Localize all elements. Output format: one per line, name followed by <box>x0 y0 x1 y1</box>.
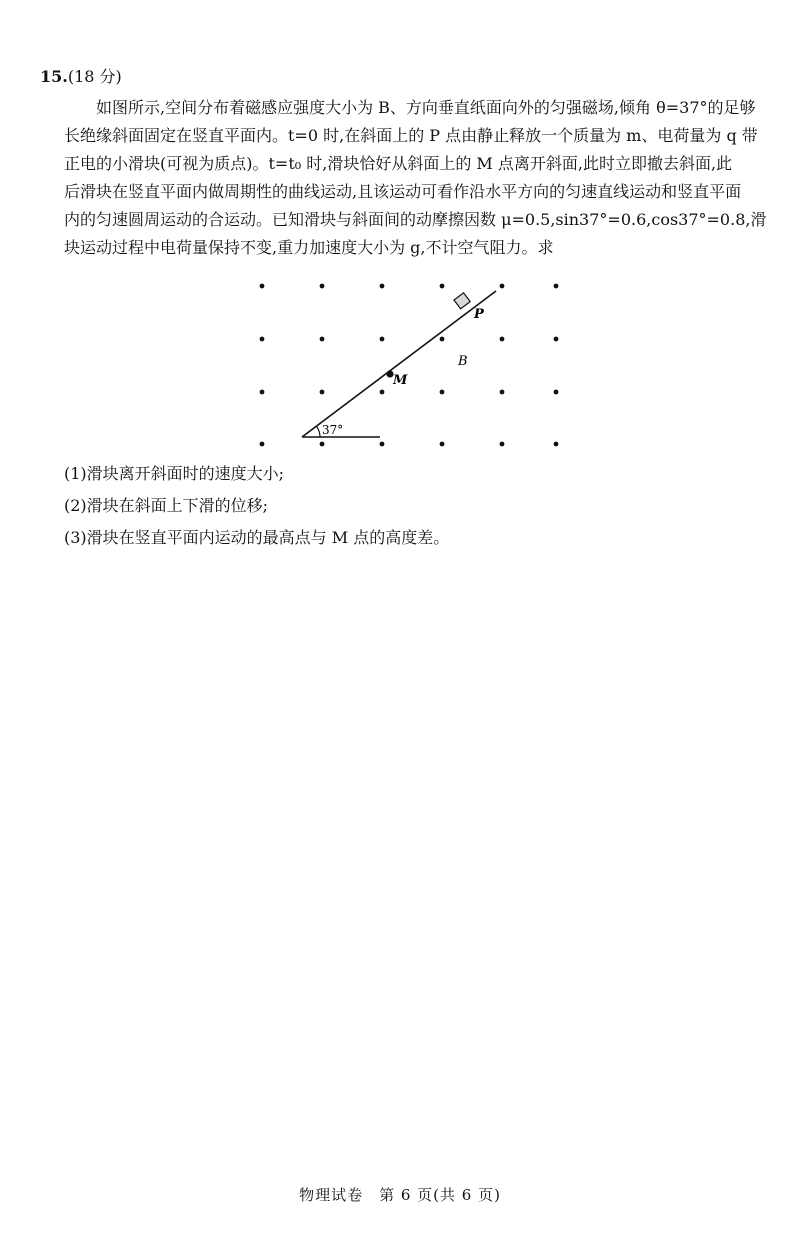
question-body-line: 后滑块在竖直平面内做周期性的曲线运动,且该运动可看作沿水平方向的匀速直线运动和竖直平面 <box>64 182 742 201</box>
label-m: M <box>393 373 408 388</box>
field-dot <box>380 442 385 447</box>
angle-arc <box>316 426 320 437</box>
incline-magnetic-field-figure <box>250 276 570 456</box>
field-dot <box>440 390 445 395</box>
field-dot <box>380 284 385 289</box>
field-dot <box>554 390 559 395</box>
question-body-line: 块运动过程中电荷量保持不变,重力加速度大小为 g,不计空气阻力。求 <box>64 238 554 257</box>
field-dot <box>380 390 385 395</box>
field-dot <box>500 284 505 289</box>
field-dot <box>380 337 385 342</box>
sub-question-1: (1)滑块离开斜面时的速度大小; <box>64 464 285 483</box>
question-number: 15. <box>40 67 68 86</box>
field-dot <box>554 337 559 342</box>
sub-question-2: (2)滑块在斜面上下滑的位移; <box>64 496 269 515</box>
field-dot <box>320 390 325 395</box>
label-b: B <box>458 354 468 369</box>
field-dot <box>440 337 445 342</box>
field-dot <box>440 284 445 289</box>
field-dot <box>260 284 265 289</box>
sub-question-3: (3)滑块在竖直平面内运动的最高点与 M 点的高度差。 <box>64 528 450 547</box>
field-dot <box>260 337 265 342</box>
question-header <box>40 66 122 88</box>
field-dot <box>500 390 505 395</box>
field-dot <box>500 337 505 342</box>
slider-block <box>454 293 470 309</box>
page-footer: 物理试卷 第 6 页(共 6 页) <box>299 1186 501 1204</box>
question-body <box>64 94 767 262</box>
label-p: P <box>474 307 484 322</box>
field-dot <box>500 442 505 447</box>
sub-questions <box>64 458 449 554</box>
question-body-line: 长绝缘斜面固定在竖直平面内。t=0 时,在斜面上的 P 点由静止释放一个质量为 m、电荷量为 q 带 <box>64 126 758 145</box>
field-dot <box>554 442 559 447</box>
field-dot <box>554 284 559 289</box>
field-dot <box>320 284 325 289</box>
field-dot <box>260 390 265 395</box>
angle-label: 37° <box>322 423 344 437</box>
question-body-line: 如图所示,空间分布着磁感应强度大小为 B、方向垂直纸面向外的匀强磁场,倾角 θ=37°的足够 <box>96 98 756 117</box>
question-score: (18 分) <box>67 67 122 86</box>
field-dot <box>320 442 325 447</box>
field-dot <box>260 442 265 447</box>
field-dot <box>320 337 325 342</box>
magnetic-field-dots <box>260 284 559 447</box>
question-body-line: 内的匀速圆周运动的合运动。已知滑块与斜面间的动摩擦因数 μ=0.5,sin37°=0.6,cos37°=0.8,滑 <box>64 210 767 229</box>
question-body-line: 正电的小滑块(可视为质点)。t=t₀ 时,滑块恰好从斜面上的 M 点离开斜面,此时立即撤去斜面,此 <box>64 154 733 173</box>
field-dot <box>440 442 445 447</box>
